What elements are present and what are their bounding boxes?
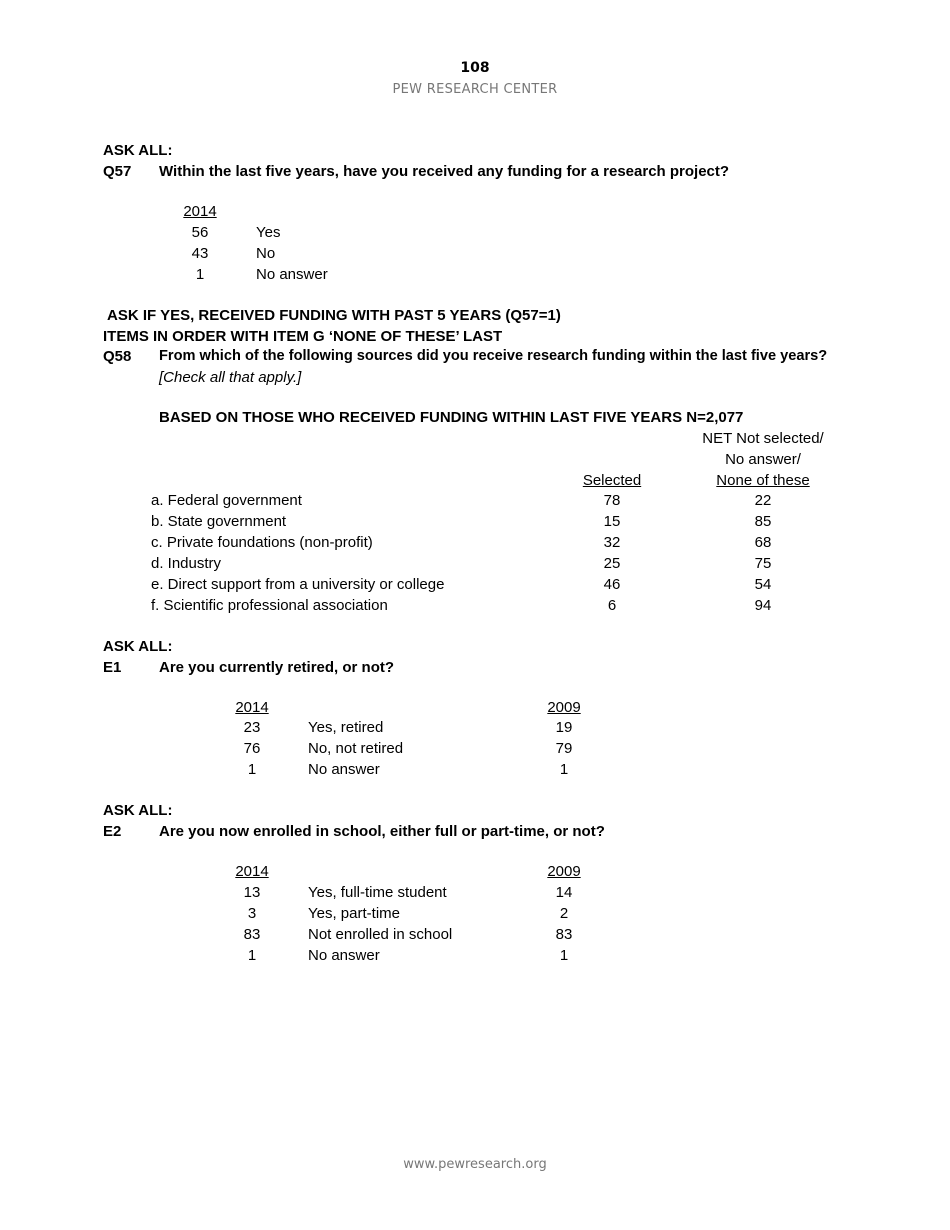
e2-year-2014-header: 2014 xyxy=(235,863,269,880)
e2-value-2014: 13 xyxy=(243,884,261,901)
e2-value-2009: 2 xyxy=(559,905,569,922)
q58-base-note: BASED ON THOSE WHO RECEIVED FUNDING WITHIN LAST FIVE YEARS N=2,077 xyxy=(159,409,744,426)
q57-label: Yes xyxy=(256,224,281,241)
e1-number: E1 xyxy=(103,659,122,676)
q58-row-label: b. State government xyxy=(151,513,287,530)
q58-row-net: 54 xyxy=(754,576,772,593)
e2-label: Not enrolled in school xyxy=(308,926,453,943)
q58-row-label: f. Scientific professional association xyxy=(151,597,388,614)
q58-row-selected: 32 xyxy=(603,534,621,551)
e2-question: Are you now enrolled in school, either full or part-time, or not? xyxy=(159,823,605,840)
q58-row-selected: 25 xyxy=(603,555,621,572)
e1-value-2009: 19 xyxy=(555,719,573,736)
q57-ask-label: ASK ALL: xyxy=(103,142,173,159)
e1-year-2014-header: 2014 xyxy=(235,699,269,716)
q57-question: Within the last five years, have you received any funding for a research project? xyxy=(159,163,730,180)
q58-number: Q58 xyxy=(103,348,132,365)
footer-url[interactable]: www.pewresearch.org xyxy=(403,1157,547,1172)
q58-row-selected: 46 xyxy=(603,576,621,593)
q58-net-header-line-2: No answer/ xyxy=(725,451,801,468)
q58-row-selected: 15 xyxy=(603,513,621,530)
e2-label: Yes, full-time student xyxy=(308,884,447,901)
e2-year-2009-header: 2009 xyxy=(547,863,581,880)
e2-label: Yes, part-time xyxy=(308,905,400,922)
q58-question: From which of the following sources did you receive research funding within the last five years? xyxy=(159,348,828,364)
q58-instruction: [Check all that apply.] xyxy=(159,369,302,386)
q58-ask-line-2: ITEMS IN ORDER WITH ITEM G ‘NONE OF THESE’ LAST xyxy=(103,328,503,345)
e1-year-2009-header: 2009 xyxy=(547,699,581,716)
e1-value-2009: 1 xyxy=(559,761,569,778)
q57-value: 43 xyxy=(191,245,209,262)
q58-row-net: 75 xyxy=(754,555,772,572)
e1-label: No, not retired xyxy=(308,740,404,757)
q57-value: 1 xyxy=(195,266,205,283)
e1-value-2014: 23 xyxy=(243,719,261,736)
q58-net-header-line-3: None of these xyxy=(716,472,810,489)
q58-row-label: e. Direct support from a university or college xyxy=(151,576,445,593)
q57-label: No xyxy=(256,245,276,262)
e1-value-2014: 1 xyxy=(247,761,257,778)
e1-value-2009: 79 xyxy=(555,740,573,757)
e2-value-2009: 14 xyxy=(555,884,573,901)
e2-number: E2 xyxy=(103,823,122,840)
e1-value-2014: 76 xyxy=(243,740,261,757)
q57-label: No answer xyxy=(256,266,328,283)
q58-row-label: d. Industry xyxy=(151,555,222,572)
e1-label: No answer xyxy=(308,761,380,778)
q58-row-net: 94 xyxy=(754,597,772,614)
q58-row-label: c. Private foundations (non-profit) xyxy=(151,534,373,551)
e2-value-2009: 83 xyxy=(555,926,573,943)
e2-value-2014: 83 xyxy=(243,926,261,943)
q58-row-net: 85 xyxy=(754,513,772,530)
e1-label: Yes, retired xyxy=(308,719,384,736)
q58-row-label: a. Federal government xyxy=(151,492,302,509)
q58-row-net: 22 xyxy=(754,492,772,509)
q57-number: Q57 xyxy=(103,163,132,180)
e1-question: Are you currently retired, or not? xyxy=(159,659,395,676)
q57-value: 56 xyxy=(191,224,209,241)
page-number: 108 xyxy=(460,60,490,76)
e2-label: No answer xyxy=(308,947,380,964)
e2-value-2009: 1 xyxy=(559,947,569,964)
q58-row-selected: 6 xyxy=(607,597,617,614)
q58-row-selected: 78 xyxy=(603,492,621,509)
q58-row-net: 68 xyxy=(754,534,772,551)
e2-value-2014: 3 xyxy=(247,905,257,922)
organization-name: PEW RESEARCH CENTER xyxy=(392,82,558,97)
q57-year-header: 2014 xyxy=(183,203,217,220)
e2-value-2014: 1 xyxy=(247,947,257,964)
q58-selected-header: Selected xyxy=(582,472,642,489)
q58-ask-line-1: ASK IF YES, RECEIVED FUNDING WITH PAST 5 YEARS (Q57=1) xyxy=(107,307,561,324)
e2-ask-label: ASK ALL: xyxy=(103,802,173,819)
q58-net-header-line-1: NET Not selected/ xyxy=(702,430,824,447)
e1-ask-label: ASK ALL: xyxy=(103,638,173,655)
